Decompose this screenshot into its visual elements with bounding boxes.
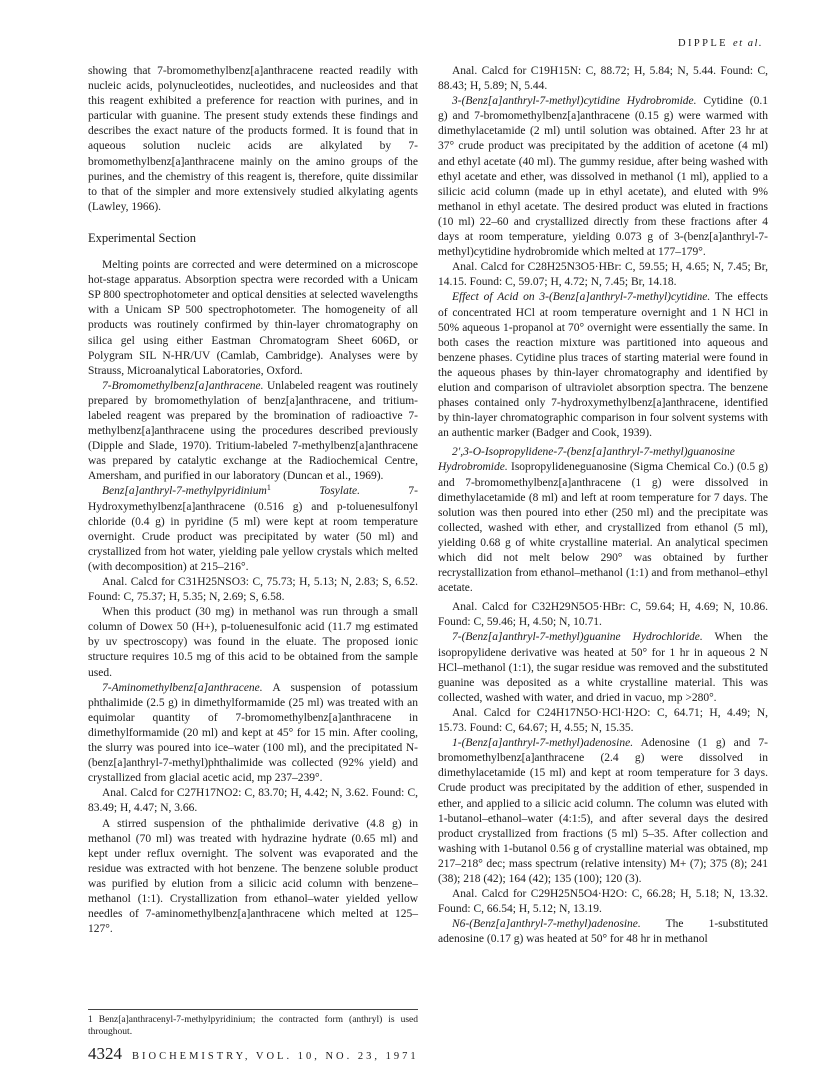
- cytidine-body: Cytidine (0.1 g) and 7-bromomethylbenz[a]anthracene (0.15 g) were warmed with dimethylacetamide (2 ml) until solution was obtained. After 23 hr at 37° crude product was precipitated by the addition of acetone (4 ml) and ethyl acetate (40 ml). The gummy residue, after being washed with ethyl acetate and ether, was dissolved in methanol (1 ml), applied to a silicic acid column (made up in ethyl acetate), and eluted with 9% methanol in ethyl acetate. The desired product was eluted in fractions (10 ml) 22–60 and crystallized directly from these fractions after 4 days at room temperature, yielding 0.073 g of 3-(benz[a]anthryl-7-methyl)cytidine hydrobromide which melted at 177–179°.: [438, 95, 768, 259]
- n6-adenosine-title: N6-(Benz[a]anthryl-7-methyl)adenosine.: [452, 918, 641, 931]
- guanosine-title: 2′,3-O-Isopropylidene-7-(benz[a]anthryl-7-methyl)guanosine Hydrobromide.: [438, 446, 735, 474]
- acid-effect-body: The effects of concentrated HCl at room temperature overnight and 1 N HCl in 50% aqueous 1-propanol at 70° overnight were essentially the same. In both cases the reaction mixture was partitioned into aqueous and benzene phases. Cytidine plus traces of starting material were found in the aqueous phases by thin-layer chromatography and identified by elution and comparison of ultraviolet absorption spectra. The benzene phases contained only 7-hydroxymethylbenz[a]anthracene, identified by thin-layer chromatographic comparison in four solvent systems with an authentic marker (Badger and Cook, 1939).: [438, 291, 768, 440]
- aminomethyl-paragraph: [88, 681, 418, 787]
- n6-adenosine-paragraph: [438, 917, 768, 947]
- analysis-guanine: Anal. Calcd for C24H17N5O·HCl·H2O: C, 64.71; H, 4.49; N, 15.73. Found: C, 64.67; H, 4.55; N, 15.35.: [438, 706, 768, 735]
- footnote-marker: 1: [266, 483, 271, 493]
- journal-citation: BIOCHEMISTRY, VOL. 10, NO. 23, 1971: [132, 1051, 419, 1062]
- tosylate-title-2: Tosylate.: [270, 485, 360, 498]
- adenosine-paragraph: [438, 736, 768, 887]
- acid-effect-title: Effect of Acid on 3-(Benz[a]anthryl-7-methyl)cytidine.: [452, 291, 711, 304]
- tosylate-body: 7-Hydroxymethylbenz[a]anthracene (0.516 g) and p-toluenesulfonyl chloride (0.4 g) in pyridine (5 ml) were kept at room temperature overnight. Crude product was precipitated by water (50 ml) and crystallized from hot water, yielding pale yellow crystals which melted (with decomposition) at 215–216°.: [88, 485, 418, 573]
- guanine-title: 7-(Benz[a]anthryl-7-methyl)guanine Hydrochloride.: [452, 631, 703, 644]
- bromomethyl-body: Unlabeled reagent was routinely prepared by bromomethylation of benz[a]anthracene, and tritium-labeled reagent was prepared by the bromination of radioactive 7-methylbenz[a]anthracene using the procedures described previously (Dipple and Slade, 1970). Tritium-labeled 7-methylbenz[a]anthracene was prepared by catalytic exchange at the Radiochemical Centre, Amersham, and purified in our laboratory (Duncan et al., 1969).: [88, 379, 418, 483]
- bromomethyl-paragraph: [88, 379, 418, 485]
- running-head: [678, 38, 763, 49]
- left-column: [88, 64, 418, 937]
- guanine-paragraph: [438, 630, 768, 705]
- footnote: 1 Benz[a]anthracenyl-7-methylpyridinium; the contracted form (anthryl) is used throughout.: [88, 1015, 418, 1037]
- tosylate-paragraph: [88, 484, 418, 575]
- footnote-rule: [88, 1009, 418, 1010]
- aminomethyl-body: A suspension of potassium phthalimide (2.5 g) in dimethylformamide (25 ml) was treated with an equimolar quantity of 7-bromomethylbenz[a]anthracene in dimethylformamide (20 ml) and kept at 45° for 15 min. After cooling, the slurry was poured into ice–water (100 ml), and the precipitated N-(benz[a]anthryl-7-methyl)phthalimide was collected (92% yield) and crystallized from glacial acetic acid, mp 237–239°.: [88, 681, 418, 785]
- hydrazine-paragraph: A stirred suspension of the phthalimide derivative (4.8 g) in methanol (70 ml) was treated with hydrazine hydrate (0.65 ml) and kept under reflux overnight. The solvent was evaporated and the residue was extracted with hot benzene. The benzene soluble product was purified by elution from a silicic acid column with benzene–methanol (1:1). Crystallization from ethanol–water yielded yellow needles of 7-aminomethylbenz[a]anthracene which melted at 125–127°.: [88, 817, 418, 936]
- adenosine-title: 1-(Benz[a]anthryl-7-methyl)adenosine.: [452, 737, 634, 750]
- right-column: [438, 64, 768, 947]
- guanosine-body: Isopropylideneguanosine (Sigma Chemical Co.) (0.5 g) and 7-bromomethylbenz[a]anthracene (1 g) were dissolved in dimethylacetamide (8 ml) and left at room temperature for 7 days. The solution was then poured into ether (250 ml) and the precipitate was collected, washed with ether, and crystallized from ethanol (5 ml), yielding 0.68 g of white crystalline material. An analytical specimen which did not melt below 290° was obtained by further recrystallization from ethanol–methanol (1:1) and from methanol–ethyl acetate.: [438, 461, 768, 595]
- analysis-phthalimide: Anal. Calcd for C27H17NO2: C, 83.70; H, 4.42; N, 3.62. Found: C, 83.49; H, 4.47; N, 3.66.: [88, 787, 418, 815]
- page-number: 4324: [88, 1044, 122, 1063]
- cytidine-title: 3-(Benz[a]anthryl-7-methyl)cytidine Hydrobromide.: [452, 95, 697, 108]
- guanine-body: When the isopropylidene derivative was heated at 50° for 1 hr in aqueous 2 N HCl–methanol (1:1), the sugar residue was removed and the substituted guanine was deposited as a white crystalline material. This was collected, washed with water, and dried in vacuo, mp >280°.: [438, 631, 768, 704]
- analysis-amine: Anal. Calcd for C19H15N: C, 88.72; H, 5.84; N, 5.44. Found: C, 88.43; H, 5.89; N, 5.44.: [438, 65, 768, 93]
- tosylate-title: Benz[a]anthryl-7-methylpyridinium: [102, 485, 267, 498]
- running-head-etal: et al.: [733, 38, 763, 49]
- analysis-adenosine: Anal. Calcd for C29H25N5O4·H2O: C, 66.28; H, 5.18; N, 13.32. Found: C, 66.54; H, 5.12; N, 13.19.: [438, 888, 768, 916]
- acid-effect-paragraph: [438, 290, 768, 441]
- bromomethyl-title: 7-Bromomethylbenz[a]anthracene.: [102, 379, 264, 392]
- section-heading: Experimental Section: [88, 230, 196, 245]
- analysis-guanosine: Anal. Calcd for C32H29N5O5·HBr: C, 59.64; H, 4.69; N, 10.86. Found: C, 59.46; H, 4.50; N, 10.71.: [438, 601, 768, 629]
- dowex-paragraph: When this product (30 mg) in methanol was run through a small column of Dowex 50 (H+), p-toluenesulfonic acid (11.7 mg estimated by uv spectroscopy) was found in the eluate. The proposed ionic structure requires 10.5 mg of this acid to be obtained from the sample used.: [88, 606, 418, 679]
- cytidine-paragraph: [438, 94, 768, 260]
- n6-adenosine-body: The 1-substituted adenosine (0.17 g) was heated at 50° for 48 hr in methanol: [438, 918, 768, 946]
- adenosine-body: Adenosine (1 g) and 7-bromomethylbenz[a]anthracene (2.4 g) were dissolved in dimethylacetamide (15 ml) and kept at room temperature for 3 days. Crude product was precipitated by the addition of ether, suspended in ether, and applied to a silicic acid column. The column was eluted with 1-butanol–ethanol–water (4:1:5), and after several days the desired product crystallized from fractions (5 ml) 5–35. After collection and washing with 1-butanol 0.56 g of crystalline material was obtained, mp 217–218° dec; mass spectrum (relative intensity) M+ (7); 375 (8); 241 (38); 218 (42); 164 (42); 135 (100); 120 (3).: [438, 737, 768, 885]
- aminomethyl-title: 7-Aminomethylbenz[a]anthracene.: [102, 681, 263, 694]
- page-footer: [88, 1044, 419, 1064]
- guanosine-paragraph: [438, 445, 768, 596]
- running-head-author: DIPPLE: [677, 38, 728, 49]
- intro-paragraph: showing that 7-bromomethylbenz[a]anthracene reacted readily with nucleic acids, polynucleotides, nucleotides, and nucleosides and that this reagent exhibited a preference for reaction with purines, and in particular with guanine. The present study extends these findings and describes the exact nature of the products formed. It is found that in aqueous solution nucleic acids are alkylated by 7-bromomethylbenz[a]anthracene mainly on the amino groups of the purines, and the chemistry of this reagent is, therefore, quite dissimilar to that of the simpler and more extensively studied alkylating agents (Lawley, 1966).: [88, 65, 418, 213]
- analysis-cytidine: Anal. Calcd for C28H25N3O5·HBr: C, 59.55; H, 4.65; N, 7.45; Br, 14.15. Found: C, 59.07; H, 4.72; N, 7.45; Br, 14.18.: [438, 261, 768, 289]
- methods-paragraph: Melting points are corrected and were determined on a microscope hot-stage apparatus. Absorption spectra were recorded with a Unicam SP 800 spectrophotometer and optical densities at selected wavelengths with a Unicam SP 500 spectrophotometer. The homogeneity of all products was routinely confirmed by thin-layer chromatography on silica gel using either Eastman Chromatogram Sheet 606D, or Polygram SIL N-HR/UV (Camlab, Cambridge). Analyses were by Strauss, Microanalytical Laboratories, Oxford.: [88, 259, 418, 377]
- analysis-tosylate: Anal. Calcd for C31H25NSO3: C, 75.73; H, 5.13; N, 2.83; S, 6.52. Found: C, 75.37; H, 5.35; N, 2.69; S, 6.58.: [88, 576, 418, 604]
